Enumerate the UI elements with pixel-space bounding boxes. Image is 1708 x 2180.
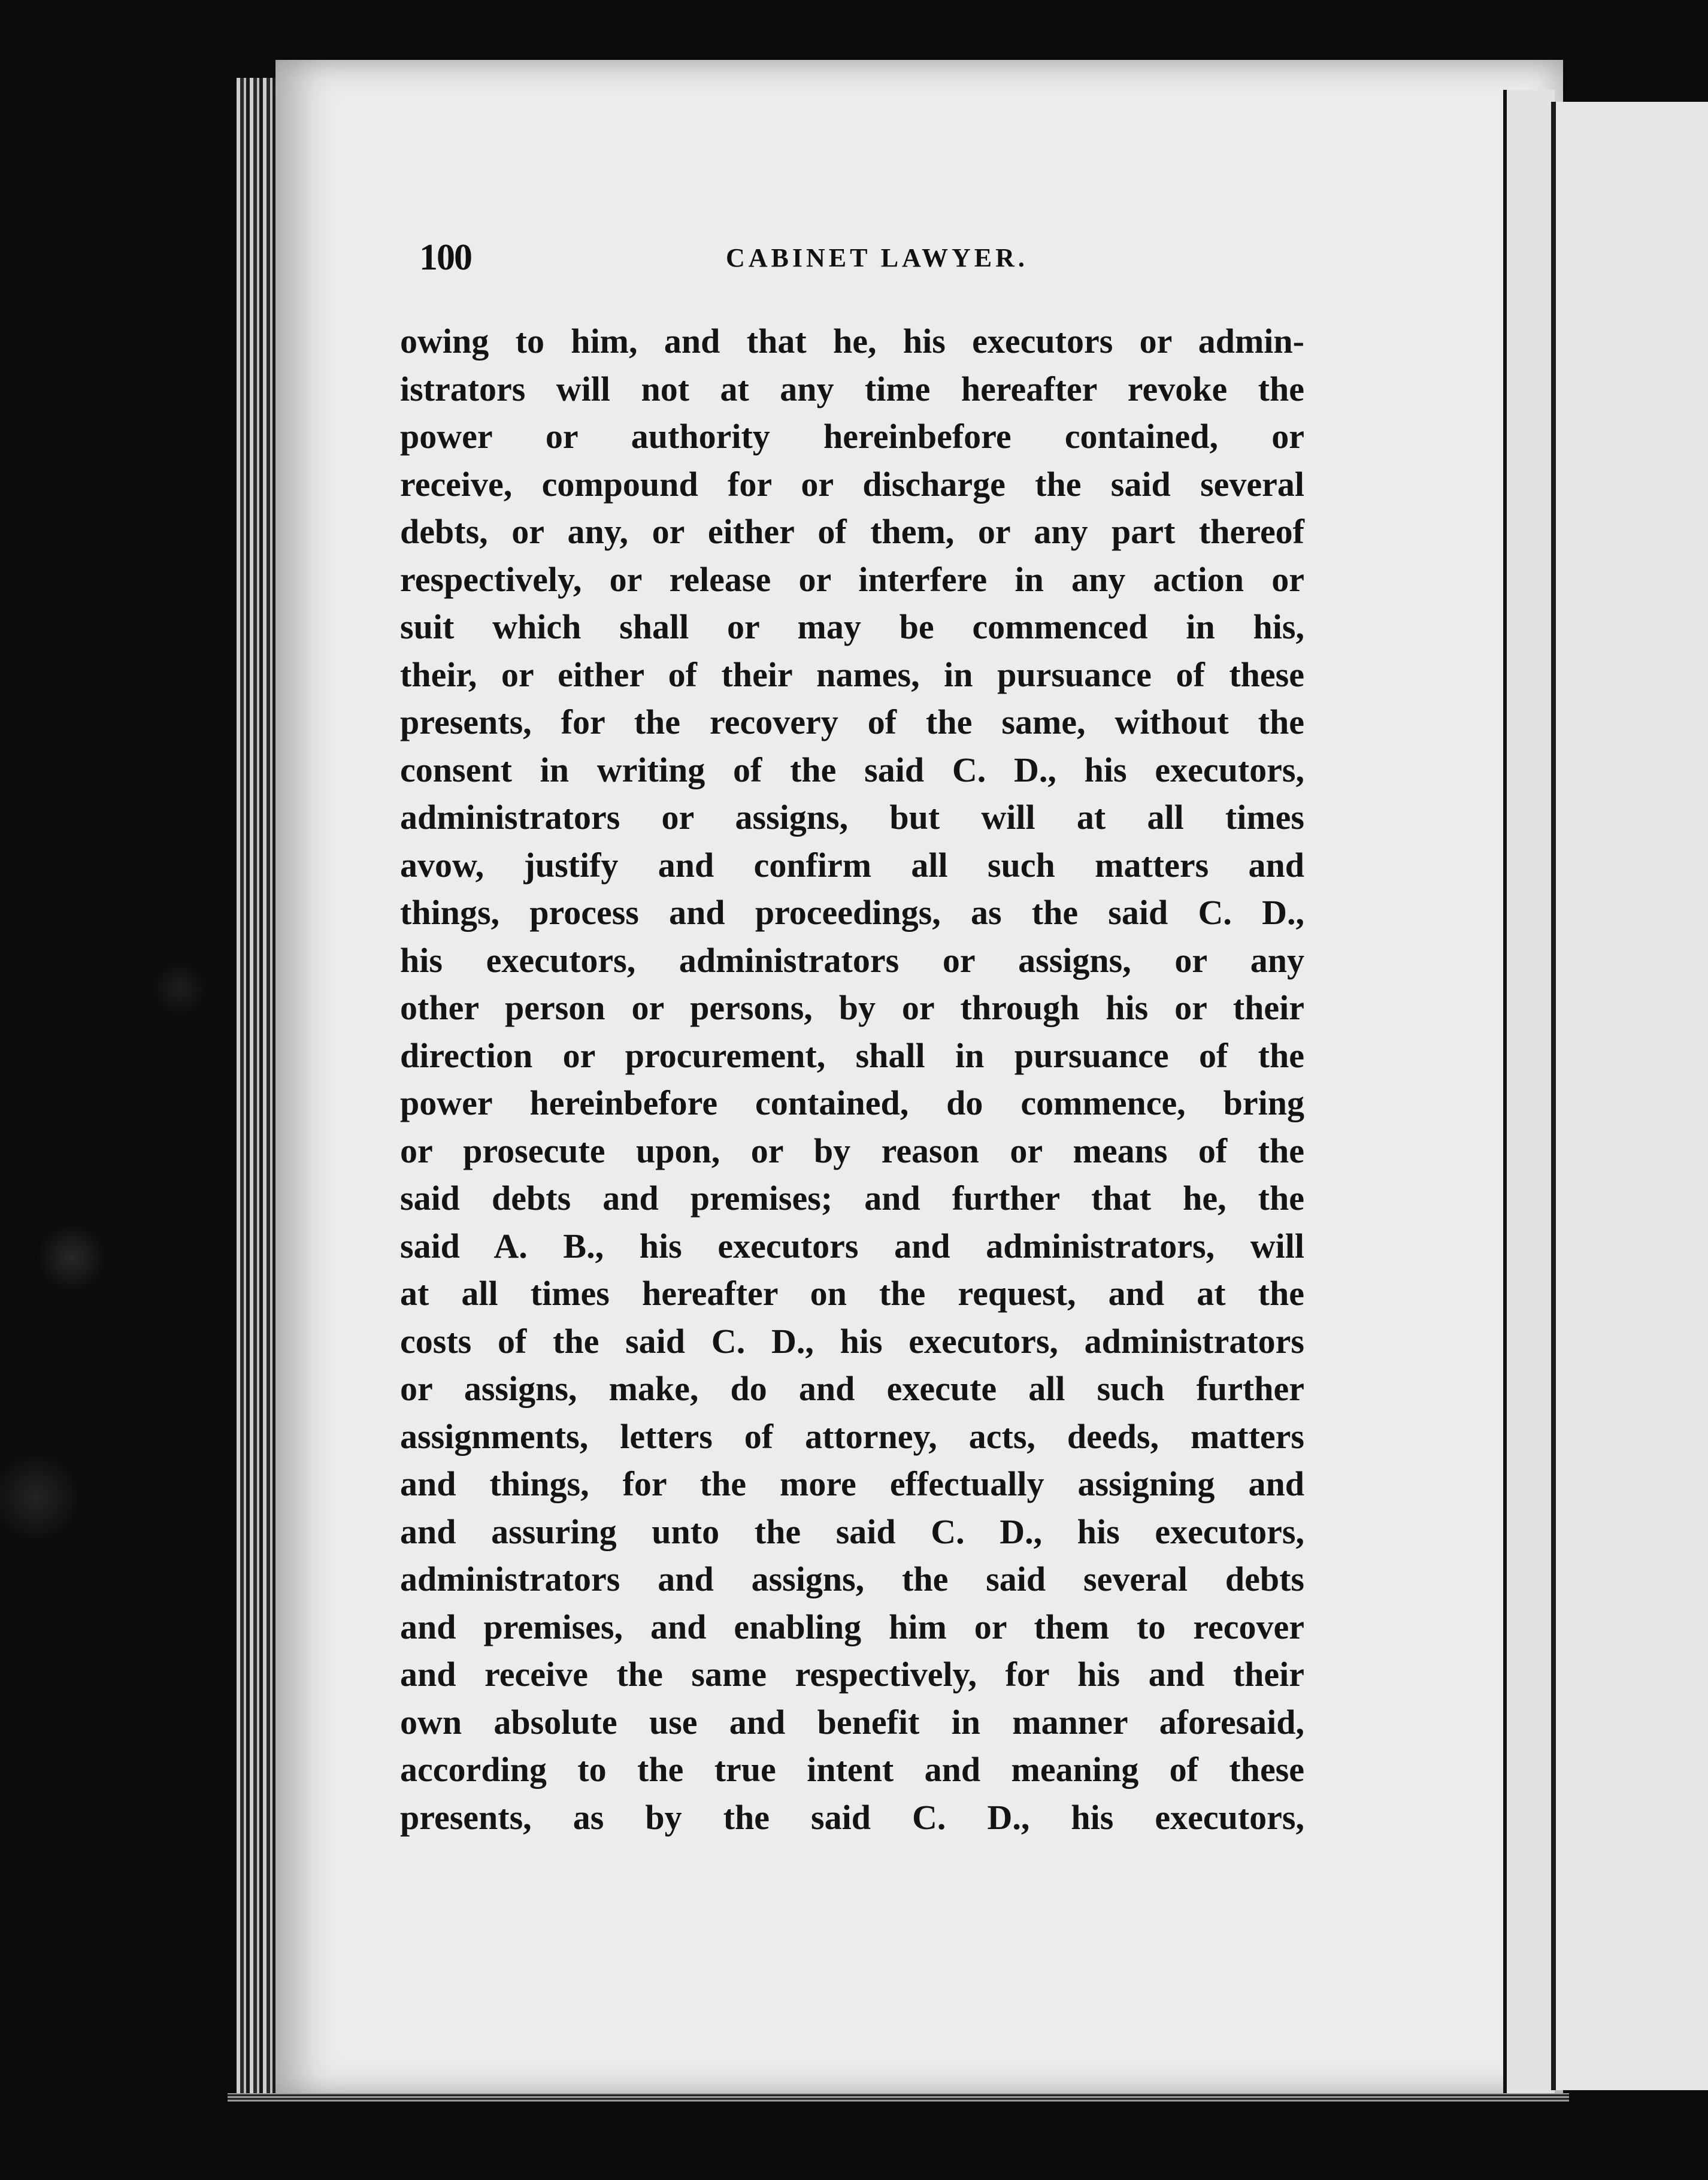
- text-line: and premises, and enabling him or them to recover: [400, 1607, 1304, 1646]
- text-line: respectively, or release or interfere in any action or: [400, 559, 1304, 599]
- text-line: presents, for the recovery of the same, without the: [400, 703, 1304, 741]
- text-line: suit which shall or may be commenced in his,: [400, 607, 1304, 646]
- text-line: owing to him, and that he, his executors or admin-: [400, 322, 1304, 361]
- text-line: his executors, administrators or assigns, or any: [400, 940, 1304, 980]
- running-head: CABINET LAWYER.: [726, 243, 1028, 272]
- text-line: said A. B., his executors and administrators, will: [400, 1226, 1304, 1265]
- text-line: istrators will not at any time hereafter revoke the: [400, 369, 1304, 408]
- text-line: receive, compound for or discharge the said several: [400, 464, 1304, 504]
- text-line: consent in writing of the said C. D., his executors,: [400, 750, 1304, 789]
- text-line: assignments, letters of attorney, acts, deeds, matters: [400, 1416, 1304, 1456]
- adjacent-page: [1551, 102, 1708, 2090]
- text-line: administrators and assigns, the said several debts: [400, 1560, 1304, 1598]
- page-fold: [1503, 90, 1555, 2096]
- page-header: [419, 237, 1509, 296]
- text-line: presents, as by the said C. D., his executors,: [400, 1797, 1304, 1837]
- text-line: their, or either of their names, in pursuance of these: [400, 655, 1304, 694]
- text-line: things, process and proceedings, as the said C. D.,: [400, 893, 1304, 932]
- text-line: other person or persons, by or through his or their: [400, 988, 1304, 1027]
- text-line: according to the true intent and meaning of these: [400, 1750, 1304, 1789]
- text-line: power hereinbefore contained, do commence, bring: [400, 1083, 1304, 1122]
- text-line: direction or procurement, shall in pursuance of the: [400, 1036, 1304, 1075]
- text-line: and receive the same respectively, for his and their: [400, 1655, 1304, 1694]
- text-line: or prosecute upon, or by reason or means of the: [400, 1131, 1304, 1170]
- body-text: [400, 317, 1304, 1841]
- page-number: 100: [419, 237, 471, 278]
- text-line: at all times hereafter on the request, and at the: [400, 1274, 1304, 1313]
- text-line: costs of the said C. D., his executors, administrators: [400, 1321, 1304, 1361]
- text-line: and things, for the more effectually assigning and: [400, 1464, 1304, 1503]
- text-line: and assuring unto the said C. D., his executors,: [400, 1512, 1304, 1551]
- text-line: said debts and premises; and further that he, the: [400, 1179, 1304, 1218]
- text-line: power or authority hereinbefore contained, or: [400, 417, 1304, 456]
- text-line: debts, or any, or either of them, or any part thereof: [400, 512, 1304, 551]
- text-line: own absolute use and benefit in manner aforesaid,: [400, 1702, 1304, 1742]
- text-line: avow, justify and confirm all such matters and: [400, 845, 1304, 885]
- text-line: or assigns, make, do and execute all such further: [400, 1369, 1304, 1408]
- text-line: administrators or assigns, but will at all times: [400, 798, 1304, 837]
- page-bottom-edge: [228, 2093, 1569, 2102]
